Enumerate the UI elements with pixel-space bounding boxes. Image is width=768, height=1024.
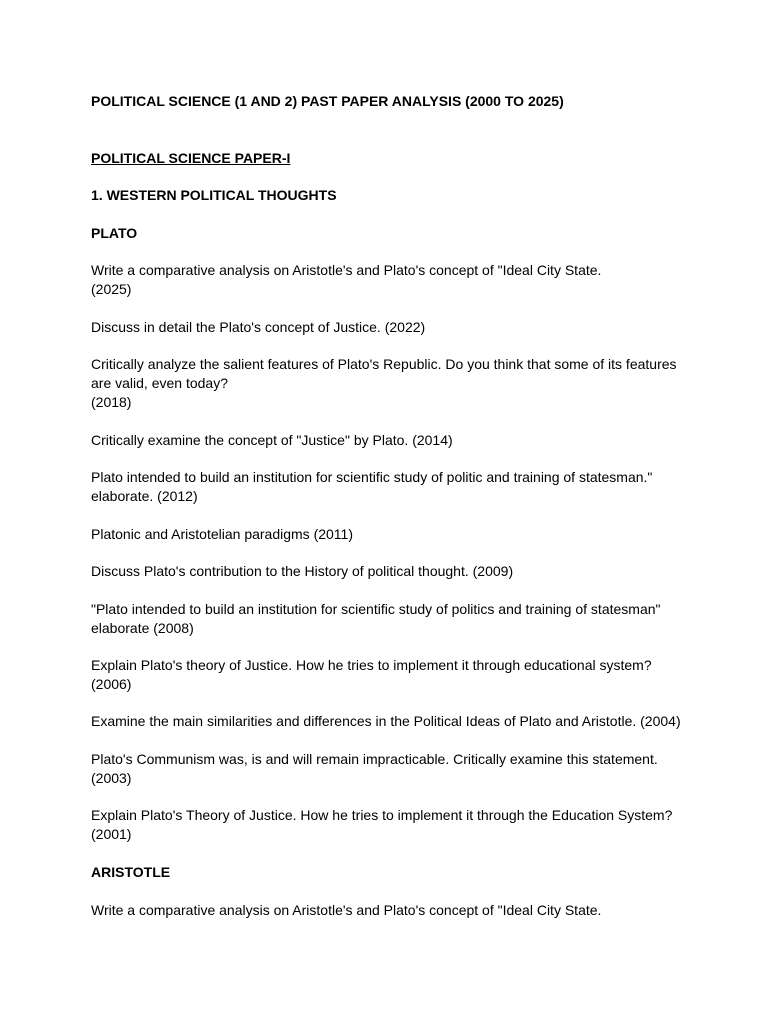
plato-question-2025: Write a comparative analysis on Aristotle's and Plato's concept of "Ideal City State. (2025) <box>91 262 602 297</box>
plato-question-2009: Discuss Plato's contribution to the History of political thought. (2009) <box>91 563 514 579</box>
paper-heading: POLITICAL SCIENCE PAPER-I <box>91 150 291 166</box>
section-heading: 1. WESTERN POLITICAL THOUGHTS <box>91 187 337 203</box>
plato-question-2011: Platonic and Aristotelian paradigms (2011) <box>91 526 354 542</box>
plato-question-2006: Explain Plato's theory of Justice. How he tries to implement it through educational system? (2006) <box>91 657 652 692</box>
aristotle-heading: ARISTOTLE <box>91 864 171 880</box>
plato-question-2014: Critically examine the concept of "Justice" by Plato. (2014) <box>91 432 453 448</box>
plato-question-2004: Examine the main similarities and differences in the Political Ideas of Plato and Aristotle. (2004) <box>91 713 681 729</box>
plato-question-2008: "Plato intended to build an institution for scientific study of politics and training of statesman" elaborate (2008) <box>91 601 661 636</box>
plato-question-2003: Plato's Communism was, is and will remain impracticable. Critically examine this statement. (2003) <box>91 751 658 786</box>
document-title: POLITICAL SCIENCE (1 AND 2) PAST PAPER ANALYSIS (2000 TO 2025) <box>91 93 564 109</box>
plato-question-2001: Explain Plato's Theory of Justice. How he tries to implement it through the Education System? (2001) <box>91 807 673 842</box>
plato-heading: PLATO <box>91 225 138 241</box>
aristotle-question: Write a comparative analysis on Aristotle's and Plato's concept of "Ideal City State. <box>91 902 602 918</box>
plato-question-2012: Plato intended to build an institution for scientific study of politic and training of statesman." elaborate. (2012) <box>91 469 653 504</box>
plato-question-2018: Critically analyze the salient features of Plato's Republic. Do you think that some of its features are valid, even today? (2018) <box>91 356 677 410</box>
plato-question-2022: Discuss in detail the Plato's concept of Justice. (2022) <box>91 319 426 335</box>
